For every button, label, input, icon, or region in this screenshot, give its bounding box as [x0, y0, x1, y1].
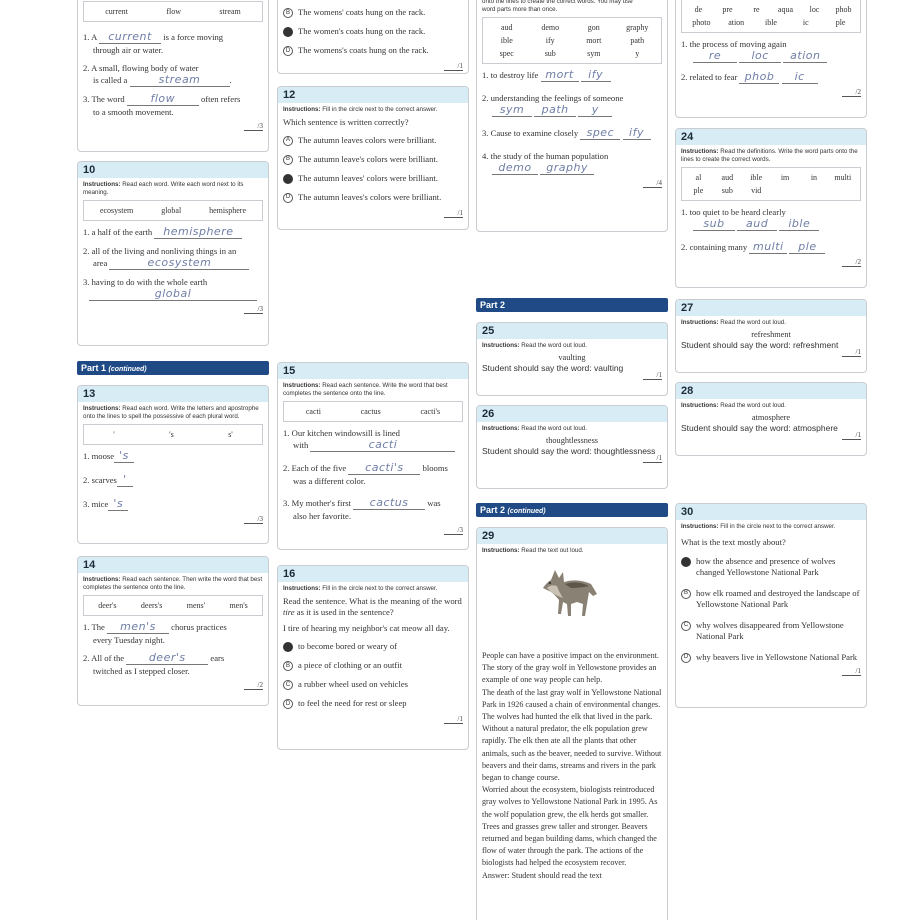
item-number: 1.	[83, 622, 90, 632]
read-aloud-word: atmosphere	[751, 413, 791, 422]
answer-option[interactable]	[283, 641, 463, 652]
score-line: /1	[482, 454, 662, 463]
answer-field[interactable]: stream	[130, 74, 230, 87]
item-text: A	[91, 32, 97, 42]
answer-key-text: Student should say the word: vaulting	[482, 363, 624, 373]
section-bar-part2: Part 2	[476, 298, 668, 312]
question-word-parts-2-card	[675, 0, 867, 118]
option-bubble-d[interactable]: D	[681, 653, 691, 663]
question-number: 13	[78, 386, 268, 402]
item-number: 2.	[83, 246, 90, 256]
word-bank	[83, 595, 263, 616]
question-item	[83, 498, 263, 511]
answer-option[interactable]	[681, 620, 861, 642]
answer-field[interactable]: multi	[749, 241, 787, 254]
word-bank-item: photo	[692, 18, 711, 27]
item-text: chorus practices	[171, 622, 227, 632]
word-bank-item: aud	[500, 23, 513, 32]
item-text: also her favorite.	[293, 511, 351, 521]
question-number: 15	[278, 363, 468, 379]
word-bank-item: de	[694, 5, 703, 14]
word-bank-item: loc	[809, 5, 820, 14]
answer-field[interactable]: sub	[693, 218, 735, 231]
instructions: Instructions: Fill in the circle next to the correct answer.	[283, 106, 438, 113]
word-bank-item: sub	[721, 186, 733, 195]
word-bank-item: multi	[834, 173, 852, 182]
answer-field[interactable]: 's	[114, 450, 134, 463]
answer-option[interactable]	[283, 192, 463, 203]
answer-field[interactable]: ecosystem	[109, 257, 249, 270]
option-bubble-a[interactable]: A	[283, 136, 293, 146]
question-item	[83, 245, 263, 270]
item-number: 3.	[482, 128, 489, 138]
answer-field[interactable]: cactus	[353, 497, 425, 510]
word-bank-item: aqua	[777, 5, 794, 14]
answer-field[interactable]: hemisphere	[154, 226, 242, 239]
word-bank-item: spec	[499, 49, 514, 58]
item-text: mice	[91, 499, 109, 509]
question-number: 27	[676, 300, 866, 316]
answer-option[interactable]	[283, 173, 463, 184]
answer-option[interactable]	[283, 679, 463, 690]
item-text: all of the living and nonliving things in an	[91, 246, 237, 256]
item-text: A small, flowing body of water	[91, 63, 199, 73]
answer-field[interactable]: demo	[492, 162, 538, 175]
word-bank-item: vid	[751, 186, 762, 195]
option-text: The women's coats hung on the rack.	[298, 26, 426, 36]
item-number: 2.	[482, 93, 489, 103]
instructions: Instructions: Read the word out loud.	[482, 425, 587, 432]
item-text: too quiet to be heard clearly	[689, 207, 786, 217]
item-number: 2.	[83, 475, 90, 485]
item-number: 2.	[83, 653, 90, 663]
question-item	[681, 206, 861, 231]
question-27-card	[675, 299, 867, 373]
item-number: 3.	[283, 498, 290, 508]
question-item	[83, 276, 263, 301]
word-bank	[482, 17, 662, 64]
word-bank-item: mort	[586, 36, 602, 45]
word-bank-item: y	[635, 49, 640, 58]
score-line: /2	[681, 258, 861, 267]
word-bank-item: aud	[721, 173, 734, 182]
option-bubble-d[interactable]: D	[283, 193, 293, 203]
word-bank	[283, 401, 463, 422]
sentence-text: I tire of hearing my neighbor's cat meow all day.	[283, 623, 450, 634]
question-number: 25	[477, 323, 667, 339]
word-bank-item: im	[780, 173, 790, 182]
section-bar-part1-continued: Part 1 (continued)	[77, 361, 269, 375]
item-text: is called a	[93, 75, 128, 85]
reading-passage	[477, 650, 667, 882]
option-text: The womens' coats hung on the rack.	[298, 7, 426, 17]
word-bank-item: ecosystem	[99, 206, 134, 215]
question-9-card	[77, 0, 269, 152]
option-bubble-d[interactable]: D	[283, 699, 293, 709]
answer-field[interactable]: deer's	[126, 652, 208, 665]
item-number: 3.	[83, 277, 90, 287]
question-28-card	[675, 382, 867, 456]
item-text: scarves	[91, 475, 117, 485]
item-number: 1.	[482, 70, 489, 80]
item-text: every Tuesday night.	[93, 635, 165, 645]
question-word-parts-card	[476, 0, 668, 232]
word-bank-item: men's	[229, 601, 248, 610]
word-bank-item: ple	[693, 186, 704, 195]
option-bubble-b[interactable]: B	[681, 589, 691, 599]
answer-field[interactable]: global	[89, 288, 257, 301]
question-number: 28	[676, 383, 866, 399]
instructions: Instructions: Read the definitions. Write the word parts onto the lines to create the correct words.	[681, 148, 858, 163]
answer-field[interactable]: aud	[737, 218, 777, 231]
wolf-photo-icon	[477, 558, 667, 620]
question-30-card	[675, 503, 867, 708]
word-bank-item: stream	[219, 7, 241, 16]
answer-option[interactable]	[283, 660, 463, 671]
item-text: understanding the feelings of someone	[490, 93, 624, 103]
question-item	[83, 652, 263, 677]
answer-option[interactable]	[283, 135, 463, 146]
item-number: 1.	[681, 39, 688, 49]
word-bank-item: cactus	[360, 407, 381, 416]
answer-field[interactable]: flow	[127, 93, 199, 106]
option-text: how elk roamed and destroyed the landscape of Yellowstone National Park	[696, 587, 860, 609]
option-text: how the absence and presence of wolves changed Yellowstone National Park	[696, 555, 836, 577]
word-bank-item: 's	[169, 430, 174, 439]
question-item	[83, 450, 263, 463]
word-bank-item: deer's	[98, 601, 117, 610]
answer-key-text: Student should say the word: atmosphere	[681, 423, 838, 433]
question-number: 10	[78, 162, 268, 178]
answer-field[interactable]: ible	[779, 218, 819, 231]
option-text: a rubber wheel used on vehicles	[298, 679, 409, 690]
instructions: onto the lines to create the correct words. You may use word parts more than once.	[482, 0, 633, 13]
question-item	[83, 31, 263, 56]
question-number: 12	[278, 87, 468, 103]
answer-field[interactable]: spec	[580, 127, 620, 140]
score-line: /2	[83, 681, 263, 690]
score-line: /1	[681, 667, 861, 676]
word-bank	[83, 200, 263, 221]
score-line: /3	[83, 515, 263, 524]
option-text: The autumn leaves' colors were brilliant.	[298, 172, 438, 183]
question-16-card	[277, 565, 469, 750]
score-line: /4	[482, 179, 662, 188]
word-bank-item: flow	[166, 7, 181, 16]
word-bank-item: path	[630, 36, 645, 45]
question-text: What is the text mostly about?	[681, 537, 786, 547]
word-bank-item: ible	[750, 173, 763, 182]
word-bank-item: re	[753, 5, 760, 14]
word-bank-item: sym	[587, 49, 601, 58]
item-text: The	[91, 622, 105, 632]
word-bank-item: ple	[835, 18, 846, 27]
option-text: The autumn leaves's colors were brilliant.	[298, 191, 442, 202]
question-number: 14	[78, 557, 268, 573]
question-item	[283, 427, 463, 452]
score-line: /1	[283, 715, 463, 724]
answer-field[interactable]: cacti	[310, 439, 455, 452]
answer-key-text: Student should say the word: thoughtlessness	[482, 446, 656, 456]
instructions: Instructions: Read the word out loud.	[482, 342, 587, 349]
passage-paragraph: Worried about the ecosystem, biologists reintroduced gray wolves to Yellowstone National Park in 1995. As the wolf population grew, the elk herds got smaller. Trees and grasses grew taller and stronger. Beavers returned and began building dams, which changed the flow of water through the park. The actions of the biologists had helped the ecosystem recover.	[482, 785, 658, 868]
question-item	[681, 241, 861, 254]
answer-option[interactable]	[681, 652, 861, 663]
question-29-card	[476, 527, 668, 920]
word-bank-item: demo	[541, 23, 560, 32]
answer-field[interactable]: '	[117, 474, 133, 487]
question-14-card	[77, 556, 269, 706]
item-number: 2.	[681, 242, 688, 252]
passage-paragraph: The death of the last gray wolf in Yellowstone National Park in 1926 caused a chain of environmental changes. The wolves had hunted the elk that lived in the park. Without a natural predator, the elk population grew rapidly. The elk then ate all the plants that other animals, such as the beaver, needed to survive. Without beavers and their dams, streams and rivers in the park began to change course.	[482, 687, 662, 783]
answer-field[interactable]: re	[693, 50, 737, 63]
word-bank-item: phob	[835, 5, 852, 14]
question-number: 24	[676, 129, 866, 145]
item-number: 2.	[83, 63, 90, 73]
word-bank-item: mens'	[186, 601, 206, 610]
word-bank-item: global	[161, 206, 182, 215]
item-text: Each of the five	[291, 463, 347, 473]
instructions: Instructions: Read each word. Write each word next to its meaning.	[83, 181, 244, 196]
item-number: 1.	[83, 451, 90, 461]
answer-field[interactable]: ation	[783, 50, 827, 63]
word-bank-item: ation	[728, 18, 745, 27]
word-bank-item: pre	[722, 5, 733, 14]
score-line: /1	[681, 348, 861, 357]
word-bank	[681, 0, 861, 33]
question-item	[83, 93, 263, 118]
item-number: 2.	[283, 463, 290, 473]
item-text: blooms	[422, 463, 448, 473]
question-15-card	[277, 362, 469, 550]
option-text: why wolves disappeared from Yellowstone National Park	[696, 619, 844, 641]
answer-field[interactable]: ify	[623, 127, 651, 140]
word-bank-item: graphy	[626, 23, 649, 32]
score-line: /3	[83, 305, 263, 314]
question-item	[83, 474, 263, 487]
question-11-card	[277, 0, 469, 74]
answer-field[interactable]: current	[99, 31, 161, 44]
item-number: 3.	[83, 94, 90, 104]
score-line: /1	[283, 209, 463, 218]
item-number: 2.	[681, 72, 688, 82]
answer-field[interactable]: mort	[541, 69, 579, 82]
item-text: was	[427, 498, 441, 508]
option-bubble-b[interactable]: B	[283, 661, 293, 671]
item-text: through air or water.	[93, 45, 164, 55]
item-text: All of the	[91, 653, 125, 663]
option-bubble-c[interactable]: C	[681, 621, 691, 631]
item-number: 3.	[83, 499, 90, 509]
read-aloud-word: vaulting	[558, 353, 586, 362]
item-text: the study of the human population	[490, 151, 609, 161]
word-bank-item: '	[113, 430, 115, 439]
word-bank-item: s'	[228, 430, 233, 439]
question-item	[482, 69, 662, 82]
question-number: 26	[477, 406, 667, 422]
item-number: 1.	[681, 207, 688, 217]
item-text: is a force moving	[163, 32, 224, 42]
word-bank	[83, 424, 263, 445]
item-text: a half of the earth	[91, 227, 153, 237]
word-bank-item: ify	[545, 36, 555, 45]
score-line: /2	[681, 88, 861, 97]
option-bubble-b[interactable]: B	[283, 8, 293, 18]
item-text: was a different color.	[293, 476, 366, 486]
option-text: The autumn leaves colors were brilliant.	[298, 134, 437, 145]
score-line: /3	[283, 526, 463, 535]
instructions: Instructions: Fill in the circle next to the correct answer.	[681, 523, 836, 530]
option-bubble-a-filled[interactable]	[283, 642, 293, 652]
item-number: 4.	[482, 151, 489, 161]
instructions: Instructions: Fill in the circle next to the correct answer.	[283, 585, 438, 592]
word-bank-item: ic	[802, 18, 809, 27]
option-bubble-c[interactable]: C	[283, 680, 293, 690]
question-item	[83, 621, 263, 646]
answer-field[interactable]: ify	[581, 69, 611, 82]
instructions: Instructions: Read the word out loud.	[681, 402, 786, 409]
item-text: moose	[91, 451, 115, 461]
word-bank	[83, 1, 263, 22]
option-text: why beavers live in Yellowstone National Park	[696, 651, 858, 662]
question-25-card	[476, 322, 668, 396]
word-bank-item: ible	[500, 36, 513, 45]
option-text: The autumn leave's colors were brilliant.	[298, 153, 438, 164]
option-text: to feel the need for rest or sleep	[298, 698, 407, 709]
word-bank-item: cacti's	[420, 407, 441, 416]
question-item	[283, 497, 463, 522]
answer-field[interactable]: loc	[739, 50, 781, 63]
question-item	[482, 92, 662, 117]
option-text: The womens's coats hung on the rack.	[298, 45, 429, 55]
question-number: 30	[676, 504, 866, 520]
word-bank-item: al	[695, 173, 702, 182]
answer-field[interactable]: ple	[789, 241, 825, 254]
item-text: Our kitchen windowsill is lined	[291, 428, 400, 438]
item-text: with	[293, 440, 309, 450]
answer-option[interactable]	[681, 556, 861, 578]
answer-field[interactable]: y	[578, 104, 612, 117]
item-number: 1.	[83, 227, 90, 237]
item-text: containing many	[689, 242, 748, 252]
score-line: /1	[681, 431, 861, 440]
option-bubble-a-filled[interactable]	[681, 557, 691, 567]
question-number: 16	[278, 566, 468, 582]
question-number: 29	[477, 528, 667, 544]
instructions: Instructions: Read the text out loud.	[482, 547, 584, 554]
word-bank-item: cacti	[305, 407, 321, 416]
question-item	[283, 462, 463, 487]
word-bank-item: in	[810, 173, 818, 182]
question-10-card	[77, 161, 269, 346]
question-text: Read the sentence. What is the meaning of the word tire as it is used in the sentence?	[283, 596, 462, 617]
question-item	[681, 71, 861, 84]
answer-field[interactable]: ic	[782, 71, 818, 84]
answer-key-text: Answer: Student should read the text	[482, 870, 602, 880]
question-13-card	[77, 385, 269, 544]
word-bank-item: sub	[544, 49, 556, 58]
instructions: Instructions: Read each sentence. Write the word that best completes the sentence onto the line.	[283, 382, 448, 397]
question-item	[482, 127, 662, 140]
question-item	[83, 226, 263, 239]
item-text: to a smooth movement.	[93, 107, 174, 117]
score-line: /1	[482, 371, 662, 380]
answer-option[interactable]	[283, 7, 463, 18]
read-aloud-word: refreshment	[751, 330, 791, 339]
answer-option[interactable]	[681, 588, 861, 610]
item-text: twitched as I stepped closer.	[93, 666, 190, 676]
item-text: related to fear	[689, 72, 738, 82]
word-bank-item: hemisphere	[209, 206, 246, 215]
question-item	[482, 150, 662, 175]
passage-paragraph: People can have a positive impact on the environment. The story of the gray wolf in Yellowstone provides an example of one way people can help.	[482, 651, 659, 685]
item-text: ears	[210, 653, 225, 663]
question-item	[83, 62, 263, 87]
score-line: /1	[283, 62, 463, 71]
word-bank-item: gon	[587, 23, 600, 32]
item-text: My mother's first	[291, 498, 351, 508]
answer-field[interactable]: cacti's	[348, 462, 420, 475]
item-number: 1.	[83, 32, 90, 42]
instructions: Instructions: Read each sentence. Then write the word that best completes the sentence onto the line.	[83, 576, 263, 591]
instructions: Instructions: Read the word out loud.	[681, 319, 786, 326]
item-text: having to do with the whole earth	[91, 277, 208, 287]
word-bank-item: ible	[764, 18, 777, 27]
question-item	[681, 38, 861, 63]
question-24-card	[675, 128, 867, 288]
item-text: .	[229, 75, 232, 85]
item-text: Cause to examine closely	[490, 128, 579, 138]
item-text: often refers	[200, 94, 241, 104]
section-bar-part2-continued: Part 2 (continued)	[476, 503, 668, 517]
item-text: to destroy life	[490, 70, 539, 80]
answer-field[interactable]: graphy	[540, 162, 594, 175]
item-number: 1.	[283, 428, 290, 438]
option-bubble-b[interactable]: B	[283, 155, 293, 165]
word-bank-item: deers's	[140, 601, 163, 610]
read-aloud-word: thoughtlessness	[545, 436, 599, 445]
answer-option[interactable]	[283, 154, 463, 165]
question-12-card	[277, 86, 469, 230]
item-text: The word	[91, 94, 125, 104]
word-bank-item: current	[105, 7, 128, 16]
answer-option[interactable]	[283, 698, 463, 709]
answer-option[interactable]	[283, 45, 463, 56]
answer-field[interactable]: sym	[492, 104, 532, 117]
option-bubble-c-filled[interactable]	[283, 174, 293, 184]
answer-field[interactable]: men's	[107, 621, 169, 634]
score-line: /3	[83, 122, 263, 131]
item-text: the process of moving again	[689, 39, 787, 49]
option-text: to become bored or weary of	[298, 641, 398, 652]
answer-field[interactable]: phob	[739, 71, 779, 84]
answer-option[interactable]	[283, 26, 463, 37]
question-26-card	[476, 405, 668, 489]
answer-key-text: Student should say the word: refreshment	[681, 340, 839, 350]
word-bank	[681, 167, 861, 201]
option-bubble-c-filled[interactable]	[283, 27, 293, 37]
option-text: a piece of clothing or an outfit	[298, 660, 403, 671]
instructions: Instructions: Read each word. Write the letters and apostrophe onto the lines to spell the possessive of each plural word.	[83, 405, 259, 420]
question-text: Which sentence is written correctly?	[283, 117, 409, 127]
answer-field[interactable]: path	[534, 104, 576, 117]
answer-field[interactable]: 's	[108, 498, 128, 511]
option-bubble-d[interactable]: D	[283, 46, 293, 56]
item-text: area	[93, 258, 108, 268]
